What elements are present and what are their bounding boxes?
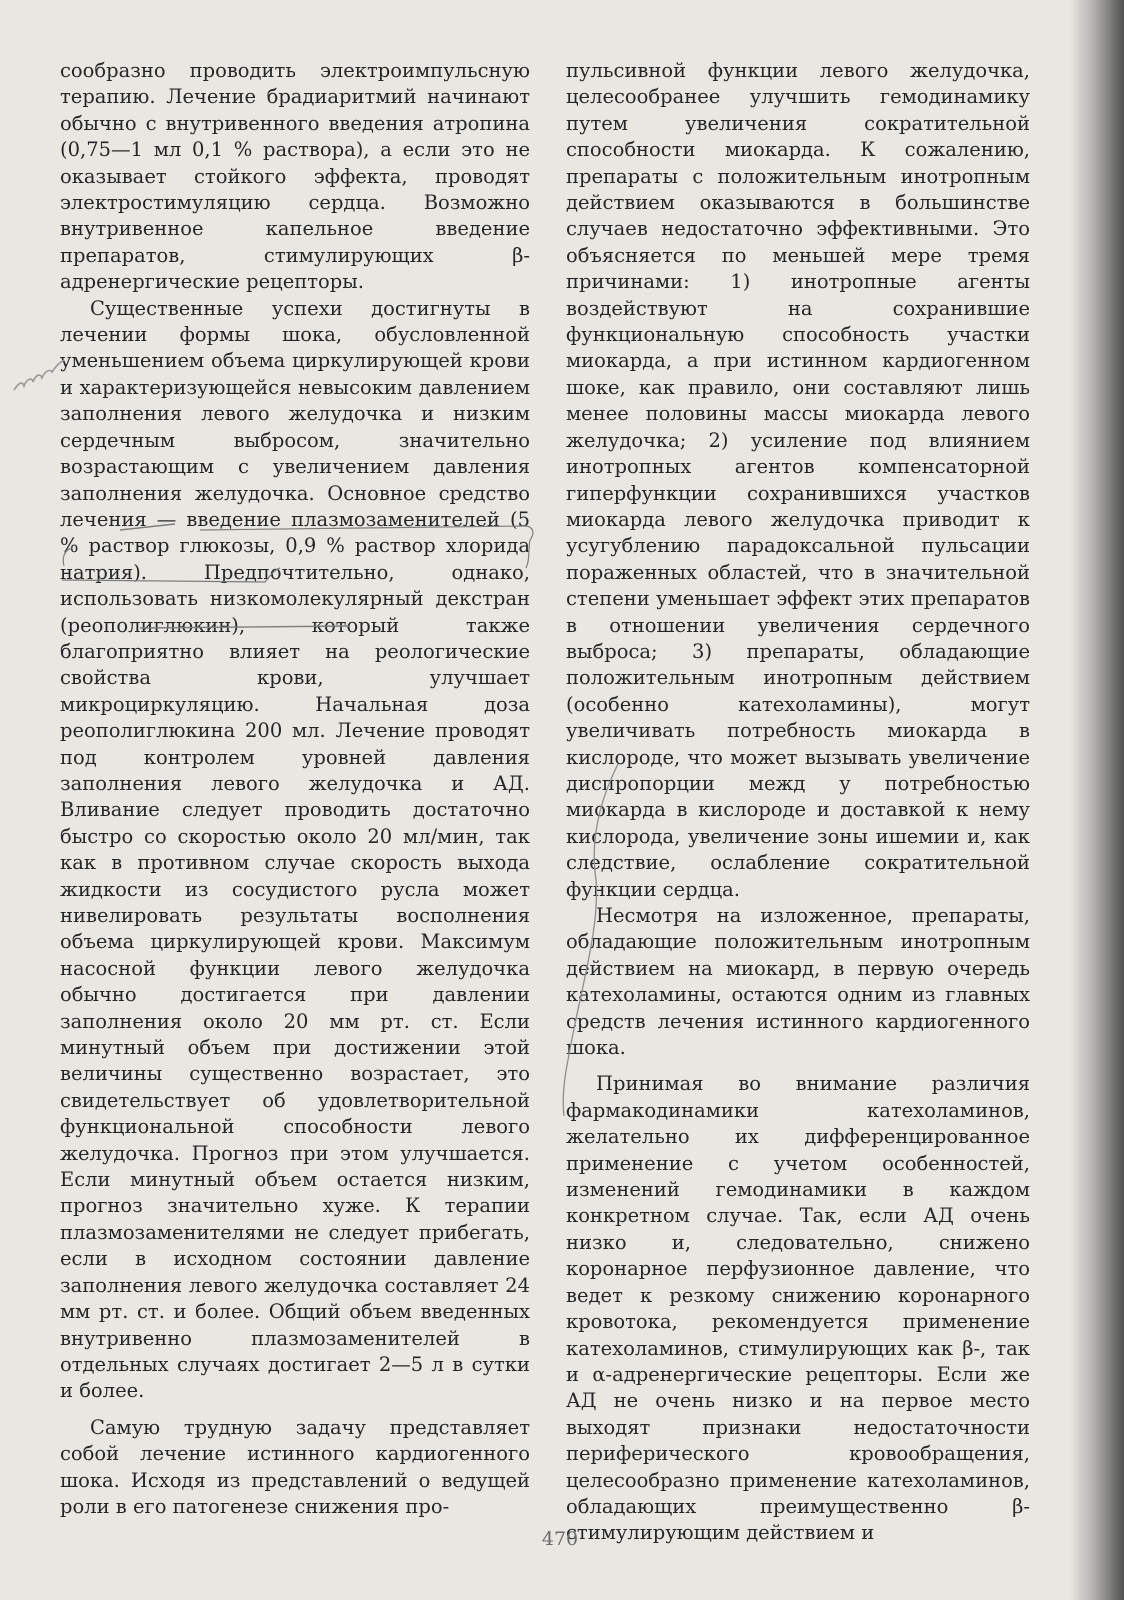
paragraph-left-2: Существенные успехи достигнуты в лечении формы шока, обусловленной уменьшением объема циркулирующей крови и характеризующейся невысоким давлением заполнения левого желудочка и низким сердечным выбросом, значительно возрастающим с увеличением давления заполнения желудочка. Основное средство лечения — введение плазмозаменителей (5 % раствор глюкозы, 0,9 % раствор хлорида натрия). Предпочтительно, однако, использовать низкомолекулярный декстран (реополиглюкин), который также благоприятно влияет на реологические свойства крови, улучшает микроциркуляцию. Начальная доза реополиглюкина 200 мл. Лечение проводят под контролем уровней давления заполнения левого желудочка и АД. Вливание следует проводить достаточно быстро со скоростью около 20 мл/мин, так как в противном случае скорость выхода жидкости из сосудистого русла может нивелировать результаты восполнения объема циркулирующей крови. Максимум насосной функции левого желудочка обычно достигается при давлении заполнения около 20 мм рт. ст. Если минутный объем при достижении этой величины существенно возрастает, это свидетельствует об удовлетворительной функциональной способности левого желудочка. Прогноз при этом улучшается. Если минутный объем остается низким, прогноз значительно хуже. К терапии плазмозаменителями не следует прибегать, если в исходном состоянии давление заполнения левого желудочка составляет 24 мм рт. ст. и более. Общий объем введенных внутривенно плазмозаменителей в отдельных случаях достигает 2—5 л в сутки и более. xyxy=(60,296,530,1403)
paragraph-left-3: Самую трудную задачу представляет собой лечение истинного кардиогенного шока. Исходя из представлений о ведущей роли в его патогенезе снижения про- xyxy=(60,1415,530,1518)
paragraph-right-1: пульсивной функции левого желудочка, целесообранее улучшить гемодинамику путем увеличения сократительной способности миокарда. К сожалению, препараты с положительным инотропным действием оказываются в большинстве случаев недостаточно эффективными. Это объясняется по меньшей мере тремя причинами: 1) инотропные агенты воздействуют на сохранившие функциональную способность участки миокарда, а при истинном кардиогенном шоке, как правило, они составляют лишь менее половины массы миокарда левого желудочка; 2) усиление под влиянием инотропных агентов компенсаторной гиперфункции сохранившихся участков миокарда левого желудочка приводит к усугублению парадоксальной пульсации пораженных областей, что в значительной степени уменьшает эффект этих препаратов в отношении увеличения сердечного выброса; 3) препараты, обладающие положительным инотропным действием (особенно катехоламины), могут увеличивать потребность миокарда в кислороде, что может вызывать увеличение диспропорции межд у потребностью миокарда в кислороде и доставкой к нему кислорода, увеличение зоны ишемии и, как следствие, ослабление сократительной функции сердца. xyxy=(566,59,1030,901)
left-text-column xyxy=(60,58,530,1520)
paragraph-right-3: Принимая во внимание различия фармакодинамики катехоламинов, желательно их дифференцированное применение с учетом особенностей, изменений гемодинамики в каждом конкретном случае. Так, если АД очень низко и, следовательно, снижено коронарное перфузионное давление, что ведет к резкому снижению коронарного кровотока, рекомендуется применение катехоламинов, стимулирующих как β-, так и α-адренергические рецепторы. Если же АД не очень низко и на первое место выходят признаки недостаточности периферического кровообращения, целесообразно применение катехоламинов, обладающих преимущественно β-стимулирующим действием и xyxy=(566,1072,1030,1545)
right-text-column xyxy=(566,58,1030,1547)
page-number: 470 xyxy=(541,1528,579,1550)
paragraph-left-1: сообразно проводить электроимпульсную терапию. Лечение брадиаритмий начинают обычно с внутривенного введения атропина (0,75—1 мл 0,1 % раствора), а если это не оказывает стойкого эффекта, проводят электростимуляцию сердца. Возможно внутривенное капельное введение препаратов, стимулирующих β-адренергические рецепторы. xyxy=(60,59,530,294)
page-edge-shadow xyxy=(1070,0,1124,1600)
paragraph-right-2: Несмотря на изложенное, препараты, обладающие положительным инотропным действием на миокард, в первую очередь катехоламины, остаются одним из главных средств лечения истинного кардиогенного шока. xyxy=(566,904,1030,1060)
